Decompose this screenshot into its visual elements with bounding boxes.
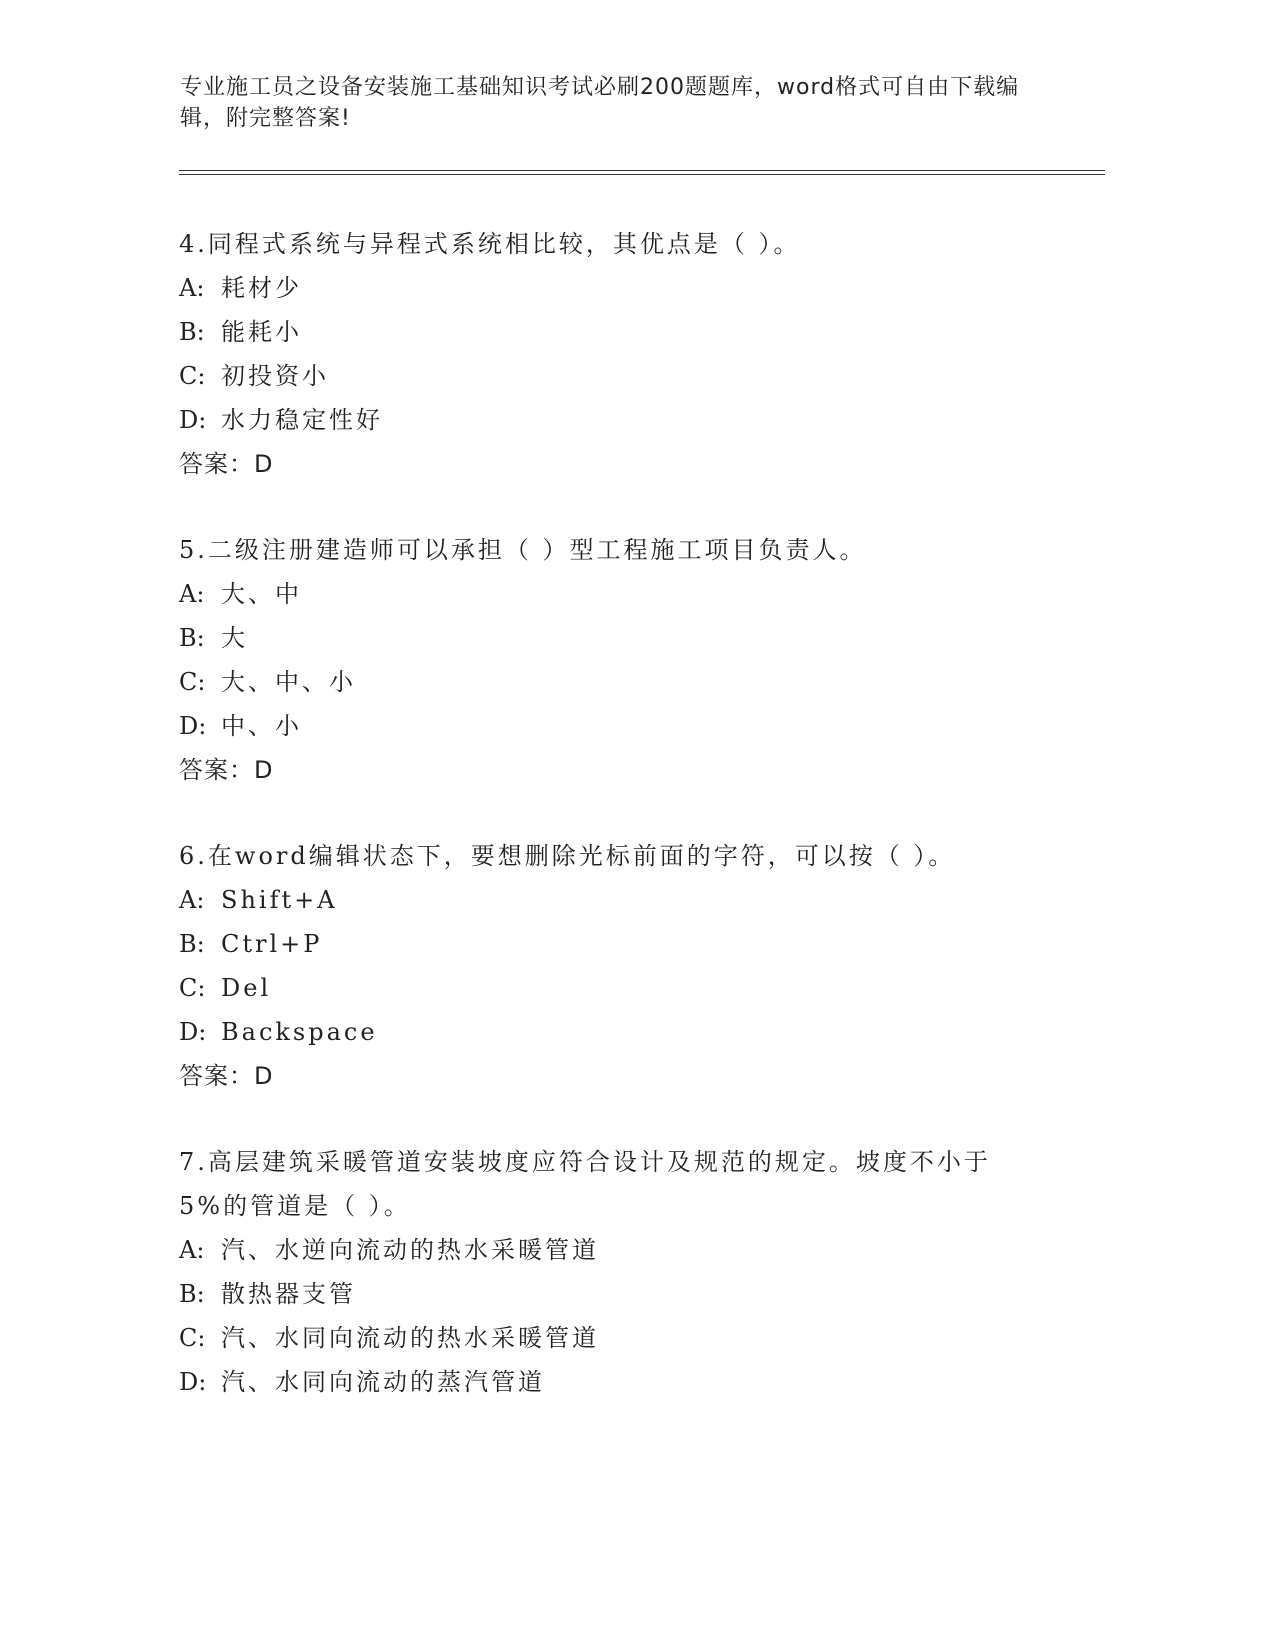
option-a <box>179 878 1109 922</box>
option-c <box>179 660 1109 704</box>
option-d <box>179 398 1109 442</box>
option-letter: B: <box>179 624 205 652</box>
option-text: 散热器支管 <box>221 1280 356 1308</box>
question-5 <box>179 528 1109 792</box>
option-d <box>179 704 1109 748</box>
option-text: 大 <box>221 624 248 652</box>
option-text: 水力稳定性好 <box>221 406 383 434</box>
option-text: Backspace <box>221 1018 378 1046</box>
option-letter: D: <box>179 1018 207 1046</box>
answer-line: 答案：D <box>179 1062 274 1090</box>
option-b <box>179 310 1109 354</box>
option-letter: A: <box>179 886 205 914</box>
question-list <box>179 222 1109 1446</box>
option-text: Ctrl+P <box>221 930 323 958</box>
option-b <box>179 1272 1109 1316</box>
option-letter: D: <box>179 712 207 740</box>
option-text: 初投资小 <box>221 362 329 390</box>
option-letter: C: <box>179 362 206 390</box>
option-letter: A: <box>179 580 205 608</box>
answer-line: 答案：D <box>179 756 274 784</box>
option-letter: B: <box>179 930 205 958</box>
option-a <box>179 266 1109 310</box>
option-text: 汽、水同向流动的蒸汽管道 <box>221 1368 545 1396</box>
option-a <box>179 1228 1109 1272</box>
question-stem: 7.高层建筑采暖管道安装坡度应符合设计及规范的规定。坡度不小于5%的管道是（ ）。 <box>179 1148 991 1220</box>
header-divider-bottom <box>179 174 1105 175</box>
option-d <box>179 1360 1109 1404</box>
option-text: 中、小 <box>221 712 302 740</box>
question-6 <box>179 834 1109 1098</box>
question-stem: 4.同程式系统与异程式系统相比较，其优点是（ ）。 <box>179 230 801 258</box>
option-text: 汽、水逆向流动的热水采暖管道 <box>221 1236 599 1264</box>
option-letter: D: <box>179 406 207 434</box>
option-letter: D: <box>179 1368 207 1396</box>
option-letter: C: <box>179 668 206 696</box>
question-stem: 6.在word编辑状态下，要想删除光标前面的字符，可以按（ ）。 <box>179 842 956 870</box>
option-text: 耗材少 <box>221 274 302 302</box>
option-text: 汽、水同向流动的热水采暖管道 <box>221 1324 599 1352</box>
option-text: 能耗小 <box>221 318 302 346</box>
option-c <box>179 966 1109 1010</box>
question-4 <box>179 222 1109 486</box>
answer-line: 答案：D <box>179 450 274 478</box>
option-b <box>179 616 1109 660</box>
option-text: Shift+A <box>221 886 338 914</box>
option-text: 大、中 <box>221 580 302 608</box>
document-title: 专业施工员之设备安装施工基础知识考试必刷200题题库，word格式可自由下载编辑，附完整答案! <box>180 75 1020 131</box>
option-a <box>179 572 1109 616</box>
option-c <box>179 354 1109 398</box>
question-7 <box>179 1140 1109 1404</box>
option-d <box>179 1010 1109 1054</box>
option-text: Del <box>221 974 272 1002</box>
option-b <box>179 922 1109 966</box>
option-letter: C: <box>179 974 206 1002</box>
option-letter: C: <box>179 1324 206 1352</box>
option-text: 大、中、小 <box>221 668 356 696</box>
option-letter: B: <box>179 318 205 346</box>
option-letter: A: <box>179 274 205 302</box>
header-divider-top <box>179 170 1105 171</box>
question-stem: 5.二级注册建造师可以承担（ ）型工程施工项目负责人。 <box>179 536 867 564</box>
option-c <box>179 1316 1109 1360</box>
option-letter: A: <box>179 1236 205 1264</box>
option-letter: B: <box>179 1280 205 1308</box>
